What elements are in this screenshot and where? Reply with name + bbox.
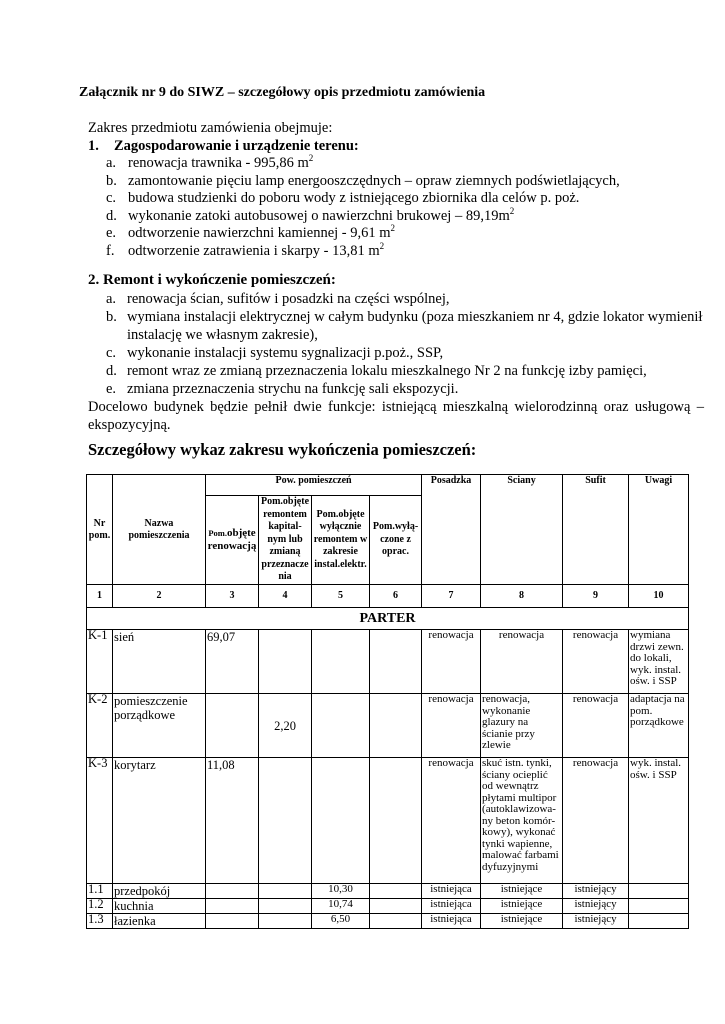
intro-text: Zakres przedmiotu zamówienia obejmuje: [88, 120, 333, 136]
cell-c3 [206, 899, 259, 914]
item-letter: e. [106, 381, 117, 397]
cell-c4 [259, 884, 312, 899]
item-text: zamontowanie pięciu lamp energooszczędnych – opraw ziemnych podświetlających, [128, 172, 620, 189]
cell-posadzka: istniejąca [422, 899, 481, 914]
section-row [87, 608, 689, 630]
column-number: 6 [370, 585, 422, 608]
section-1-title: Zagospodarowanie i urządzenie terenu: [114, 138, 359, 154]
section-1 [88, 137, 688, 260]
item-text: renowacja trawnika - 995,86 m [128, 155, 309, 171]
section-2 [88, 290, 704, 434]
cell-c5: 10,30 [312, 884, 370, 899]
cell-c5: 10,74 [312, 899, 370, 914]
cell-sciany: istniejące [481, 899, 563, 914]
cell-posadzka: renowacja [422, 694, 481, 758]
cell-posadzka: istniejąca [422, 884, 481, 899]
header-pow: Pow. pomieszczeń [206, 475, 422, 496]
item-text: zmiana przeznaczenia strychu na funkcję sali ekspozycji. [127, 381, 459, 397]
cell-sufit: istniejący [563, 914, 629, 929]
section-1-number: 1. [88, 138, 99, 154]
cell-name: sień [113, 630, 206, 694]
header-pow-renowacja-prefix: Pom. [208, 528, 227, 538]
item-superscript: 2 [509, 205, 515, 216]
cell-nr: K-3 [87, 758, 113, 884]
cell-c6 [370, 758, 422, 884]
list-item [88, 308, 704, 344]
cell-sufit: istniejący [563, 884, 629, 899]
cell-c3: 11,08 [206, 758, 259, 884]
list-item [88, 240, 688, 261]
item-letter: b. [106, 309, 117, 325]
cell-sufit: renowacja [563, 758, 629, 884]
column-number: 2 [113, 585, 206, 608]
cell-c6 [370, 884, 422, 899]
list-item [88, 380, 704, 398]
cell-nr: 1.3 [87, 914, 113, 929]
table-row [87, 899, 689, 914]
cell-c3 [206, 914, 259, 929]
finishing-table [86, 474, 689, 929]
header-pow-renowacja-text: objęte renowacją [207, 527, 257, 552]
list-item [88, 344, 704, 362]
list-item [88, 173, 688, 191]
item-letter: c. [106, 190, 117, 206]
item-superscript: 2 [308, 153, 314, 164]
cell-c4 [259, 899, 312, 914]
list-item [88, 205, 688, 226]
section-1-heading [88, 137, 688, 155]
item-text: wykonanie zatoki autobusowej o nawierzchni brukowej – 89,19m [128, 207, 510, 224]
cell-uwagi [629, 899, 689, 914]
column-number: 4 [259, 585, 312, 608]
wykaz-heading: Szczegółowy wykaz zakresu wykończenia pomieszczeń: [88, 440, 477, 459]
cell-sciany: renowacja, wykonanie glazury na ścianie przy zlewie [481, 694, 563, 758]
item-text: wymiana instalacji elektrycznej w całym budynku (poza mieszkaniem nr 4, gdzie lokator wymienił instalację we własnym zakresie), [127, 309, 703, 343]
header-sciany: Ściany [481, 475, 563, 585]
cell-uwagi: adaptacja na pom. porządkowe [629, 694, 689, 758]
table-row [87, 914, 689, 929]
cell-posadzka: istniejąca [422, 914, 481, 929]
cell-posadzka: renowacja [422, 630, 481, 694]
cell-c5: 6,50 [312, 914, 370, 929]
cell-sufit: renowacja [563, 630, 629, 694]
cell-uwagi: wyk. instal. ośw. i SSP [629, 758, 689, 884]
header-nazwa: Nazwa pomieszczenia [113, 475, 206, 585]
item-letter: a. [106, 291, 117, 307]
header-pow-renowacja [206, 496, 259, 585]
cell-uwagi: wymiana drzwi zewn. do lokali, wyk. instal. ośw. i SSP [629, 630, 689, 694]
cell-c6 [370, 694, 422, 758]
list-item [88, 225, 688, 243]
cell-c5 [312, 630, 370, 694]
list-item [88, 362, 704, 380]
header-pow-elektr: Pom.objęte wyłącznie remontem w zakresie instal.elektr. [312, 496, 370, 585]
header-nr: Nr pom. [87, 475, 113, 585]
cell-sciany: renowacja [481, 630, 563, 694]
cell-c5 [312, 694, 370, 758]
item-letter: d. [106, 363, 117, 379]
column-number: 1 [87, 585, 113, 608]
cell-sciany: istniejące [481, 884, 563, 899]
header-uwagi: Uwagi [629, 475, 689, 585]
item-letter: f. [106, 242, 115, 259]
section-label: PARTER [87, 608, 689, 630]
table-row [87, 884, 689, 899]
page-title: Załącznik nr 9 do SIWZ – szczegółowy opis przedmiotu zamówienia [79, 85, 486, 100]
column-number: 9 [563, 585, 629, 608]
item-text: wykonanie instalacji systemu sygnalizacji p.poż., SSP, [127, 345, 444, 361]
cell-name: pomieszczenie porządkowe [113, 694, 206, 758]
cell-sufit: istniejący [563, 899, 629, 914]
table-row [87, 694, 689, 758]
item-text: odtworzenie zatrawienia i skarpy - 13,81 m [128, 242, 380, 259]
cell-c6 [370, 914, 422, 929]
item-letter: e. [106, 225, 117, 241]
cell-sciany: skuć istn. tynki, ściany ocieplić od wewnątrz płytami multipor (autoklawizowa-ny beton komór-kowy), wykonać tynki wapienne, malować farbami dyfuzyjnymi [481, 758, 563, 884]
header-posadzka: Posadzka [422, 475, 481, 585]
list-item [88, 290, 704, 308]
item-letter: c. [106, 345, 117, 361]
cell-name: przedpokój [113, 884, 206, 899]
column-number: 5 [312, 585, 370, 608]
item-letter: b. [106, 172, 117, 189]
item-letter: d. [106, 207, 117, 224]
section-2-paragraph: Docelowo budynek będzie pełnił dwie funkcje: istniejącą mieszkalną wielorodzinną oraz usługową – ekspozycyjną. [88, 399, 704, 433]
table-row [87, 630, 689, 694]
column-number-row [87, 585, 689, 608]
item-text: odtworzenie nawierzchni kamiennej - 9,61 m [128, 225, 391, 241]
cell-uwagi [629, 884, 689, 899]
item-text: budowa studzienki do poboru wody z istniejącego zbiornika dla celów p. poż. [128, 190, 580, 206]
cell-c5 [312, 758, 370, 884]
item-text: renowacja ścian, sufitów i posadzki na części wspólnej, [127, 291, 450, 307]
cell-c6 [370, 899, 422, 914]
header-row [87, 475, 689, 496]
cell-nr: 1.2 [87, 899, 113, 914]
table-row [87, 758, 689, 884]
column-number: 8 [481, 585, 563, 608]
list-item [88, 155, 688, 173]
header-pow-remont: Pom.objęte remontem kapital-nym lub zmianą przeznacze nia [259, 496, 312, 585]
cell-c6 [370, 630, 422, 694]
cell-name: korytarz [113, 758, 206, 884]
cell-nr: K-1 [87, 630, 113, 694]
cell-uwagi [629, 914, 689, 929]
column-number: 3 [206, 585, 259, 608]
item-superscript: 2 [379, 240, 385, 251]
section-2-heading: 2. Remont i wykończenie pomieszczeń: [88, 272, 336, 288]
column-number: 10 [629, 585, 689, 608]
list-item [88, 190, 688, 208]
cell-name: kuchnia [113, 899, 206, 914]
cell-nr: K-2 [87, 694, 113, 758]
header-sufit: Sufit [563, 475, 629, 585]
cell-nr: 1.1 [87, 884, 113, 899]
cell-sufit: renowacja [563, 694, 629, 758]
column-number: 7 [422, 585, 481, 608]
item-letter: a. [106, 155, 117, 171]
item-superscript: 2 [390, 223, 396, 234]
cell-c4: 2,20 [259, 694, 312, 758]
cell-posadzka: renowacja [422, 758, 481, 884]
cell-c4 [259, 914, 312, 929]
header-pow-wylaczone: Pom.wyłą-czone z oprac. [370, 496, 422, 585]
cell-sciany: istniejące [481, 914, 563, 929]
cell-c3: 69,07 [206, 630, 259, 694]
cell-c4 [259, 630, 312, 694]
cell-name: łazienka [113, 914, 206, 929]
item-text: remont wraz ze zmianą przeznaczenia lokalu mieszkalnego Nr 2 na funkcję izby pamięci, [127, 363, 647, 379]
cell-c3 [206, 694, 259, 758]
cell-c3 [206, 884, 259, 899]
cell-c4 [259, 758, 312, 884]
